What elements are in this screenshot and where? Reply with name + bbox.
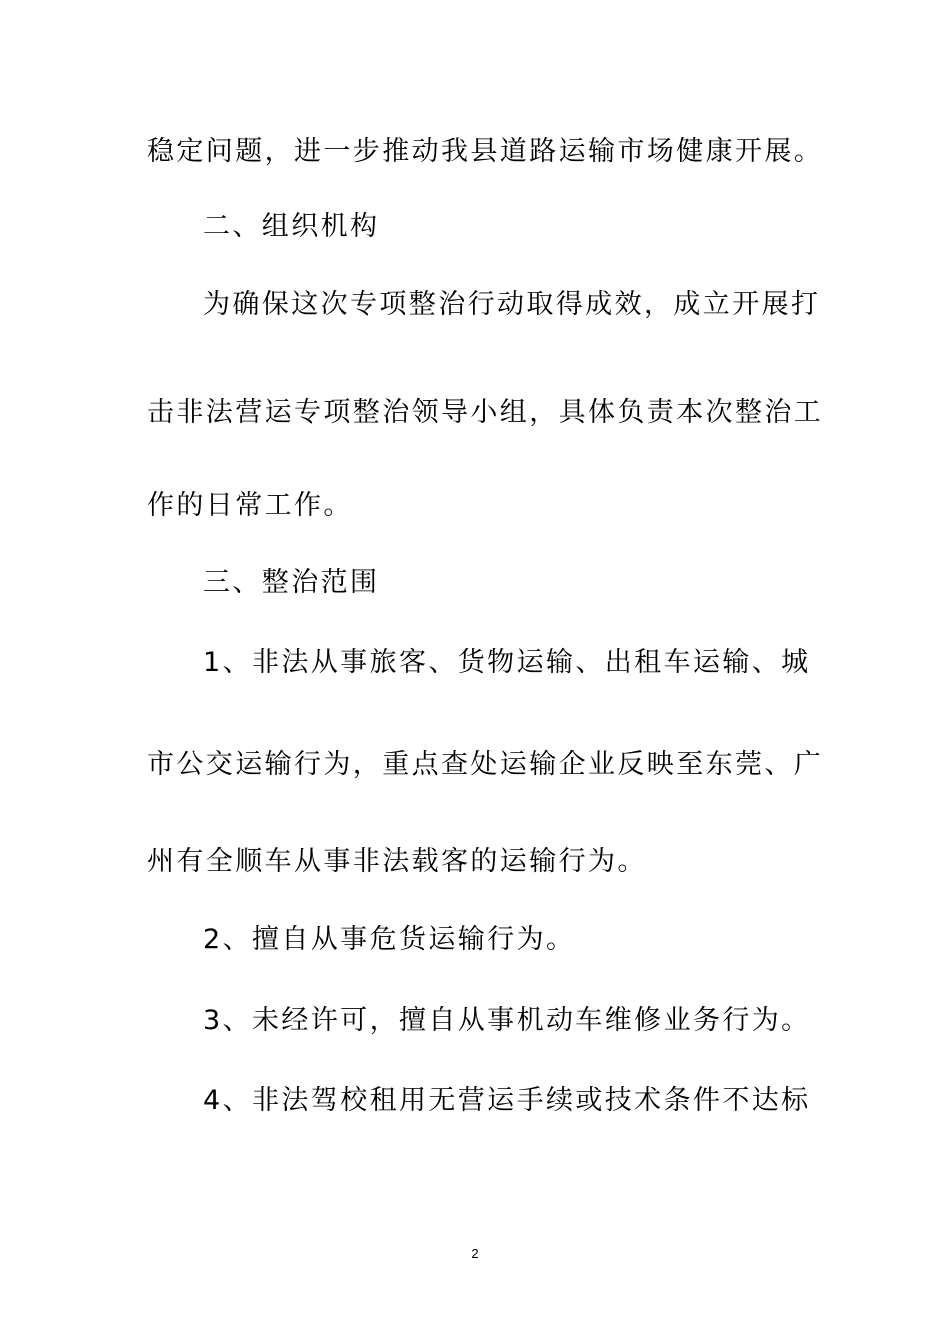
list-item-line: 1、非法从事旅客、货物运输、出租车运输、城 [203,647,811,678]
paragraph-line: 州有全顺车从事非法载客的运输行为。 [147,846,647,877]
list-item-line: 2、擅自从事危货运输行为。 [203,924,576,955]
paragraph-line: 作的日常工作。 [147,490,353,521]
paragraph-line: 为确保这次专项整治行动取得成效，成立开展打 [203,289,821,320]
paragraph-line: 击非法营运专项整治领导小组，具体负责本次整治工 [147,397,824,428]
section-heading: 三、整治范围 [203,567,380,598]
list-item-line: 3、未经许可，擅自从事机动车维修业务行为。 [203,1005,811,1036]
page-number: 2 [471,1246,479,1261]
list-item-line: 4、非法驾校租用无营运手续或技术条件不达标 [203,1085,811,1116]
paragraph-line: 市公交运输行为，重点查处运输企业反映至东莞、广 [147,749,824,780]
section-heading: 二、组织机构 [203,211,380,242]
paragraph-line: 稳定问题，进一步推动我县道路运输市场健康开展。 [147,136,824,167]
